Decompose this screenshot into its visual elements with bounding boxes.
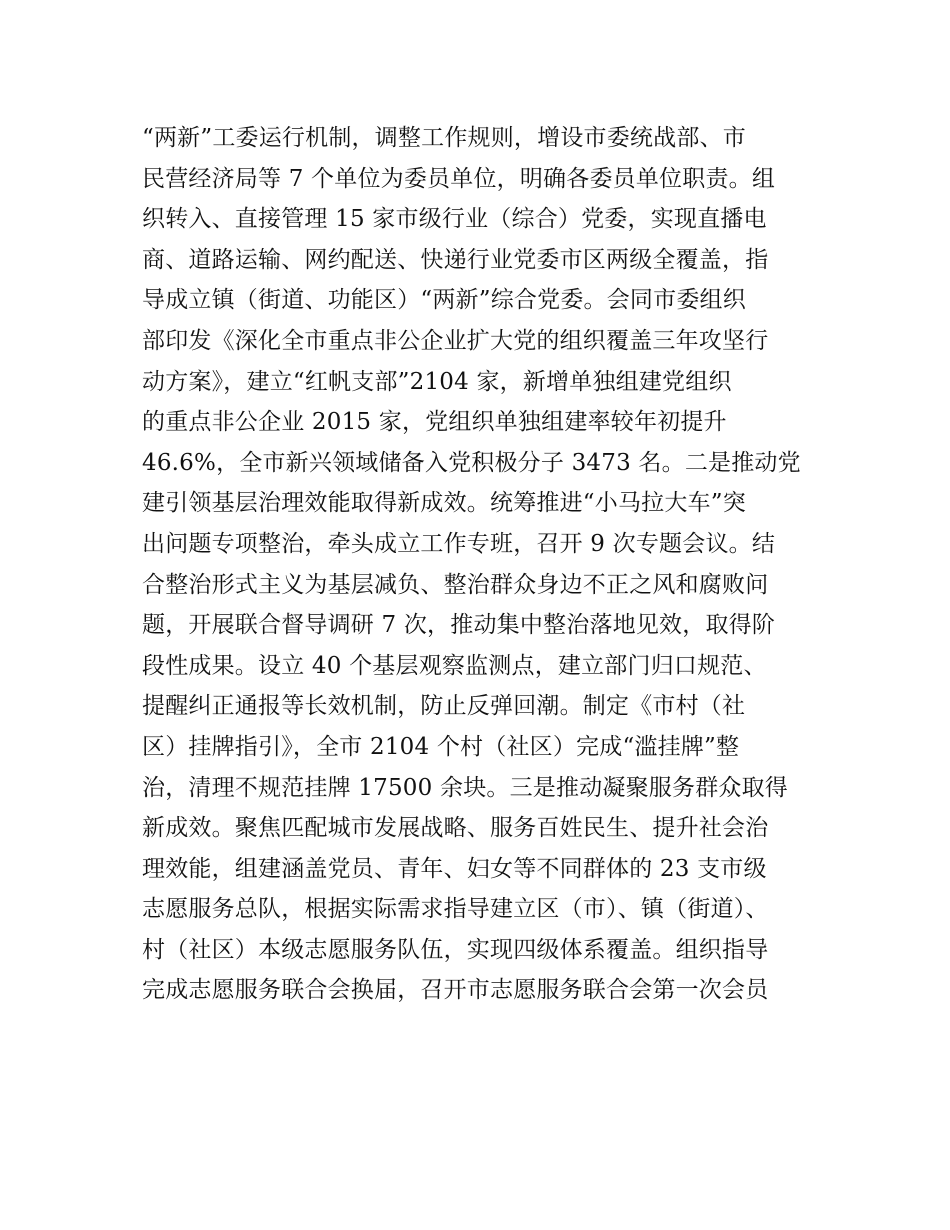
text-line: 提醒纠正通报等长效机制，防止反弹回潮。制定《市村（社 bbox=[142, 693, 746, 720]
text-line: 导成立镇（街道、功能区）“两新”综合党委。会同市委组织 bbox=[142, 287, 746, 314]
text-line: 建引领基层治理效能取得新成效。统筹推进“小马拉大车”突 bbox=[142, 490, 746, 517]
text-line: 完成志愿服务联合会换届，召开市志愿服务联合会第一次会员 bbox=[142, 977, 769, 1004]
body-paragraph bbox=[142, 118, 842, 1011]
text-line: 村（社区）本级志愿服务队伍，实现四级体系覆盖。组织指导 bbox=[142, 936, 769, 963]
text-line: 区）挂牌指引》，全市 2104 个村（社区）完成“滥挂牌”整 bbox=[142, 733, 740, 760]
text-line: 治，清理不规范挂牌 17500 余块。三是推动凝聚服务群众取得 bbox=[142, 774, 788, 801]
text-line: 理效能，组建涵盖党员、青年、妇女等不同群体的 23 支市级 bbox=[142, 855, 767, 882]
text-line: 商、道路运输、网约配送、快递行业党委市区两级全覆盖，指 bbox=[142, 246, 769, 273]
text-line: 部印发《深化全市重点非公企业扩大党的组织覆盖三年攻坚行 bbox=[142, 327, 769, 354]
text-line: “两新”工委运行机制，调整工作规则，增设市委统战部、市 bbox=[142, 125, 746, 151]
text-line: 的重点非公企业 2015 家，党组织单独组建率较年初提升 bbox=[142, 409, 727, 436]
text-line: 出问题专项整治，牵头成立工作专班，召开 9 次专题会议。结 bbox=[142, 530, 776, 557]
text-line: 46.6%，全市新兴领域储备入党积极分子 3473 名。二是推动党 bbox=[142, 449, 801, 476]
text-line: 题，开展联合督导调研 7 次，推动集中整治落地见效，取得阶 bbox=[142, 612, 776, 639]
text-line: 合整治形式主义为基层减负、整治群众身边不正之风和腐败问 bbox=[142, 571, 769, 598]
text-line: 段性成果。设立 40 个基层观察监测点，建立部门归口规范、 bbox=[142, 652, 767, 679]
text-line: 志愿服务总队，根据实际需求指导建立区（市）、镇（街道）、 bbox=[142, 896, 769, 923]
text-line: 动方案》，建立“红帆支部”2104 家，新增单独组建党组织 bbox=[142, 368, 732, 395]
text-line: 织转入、直接管理 15 家市级行业（综合）党委，实现直播电 bbox=[142, 206, 767, 233]
text-line: 新成效。聚焦匹配城市发展战略、服务百姓民生、提升社会治 bbox=[142, 815, 769, 842]
text-line: 民营经济局等 7 个单位为委员单位，明确各委员单位职责。组 bbox=[142, 165, 776, 192]
